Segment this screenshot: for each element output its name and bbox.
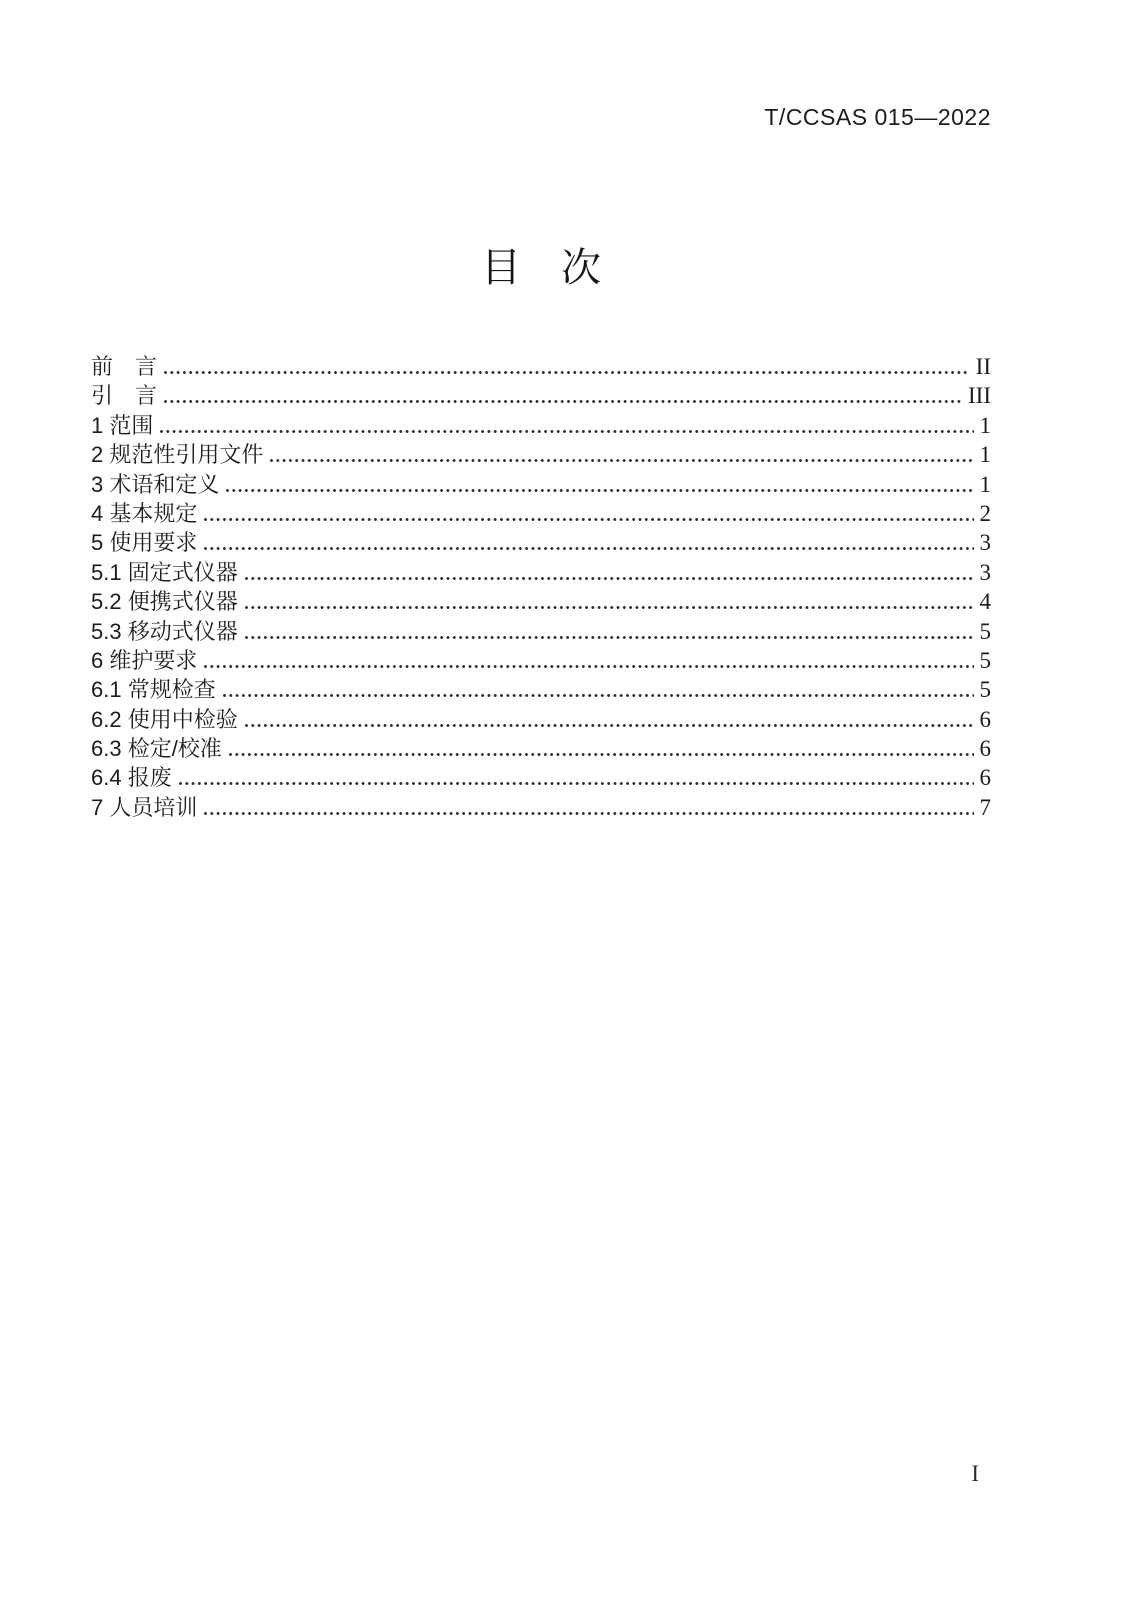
dot-leader <box>245 724 974 727</box>
toc-entry-page-number: 6 <box>979 706 991 732</box>
table-of-contents <box>91 352 991 822</box>
dot-leader <box>160 430 973 433</box>
dot-leader <box>204 665 973 668</box>
dot-leader <box>204 518 973 521</box>
toc-entry-label: 7 人员培训 <box>91 794 198 820</box>
toc-entry-page-number: 5 <box>979 647 991 673</box>
toc-entry-label: 6.1 常规检查 <box>91 677 216 703</box>
dot-leader <box>245 636 974 639</box>
page-number: I <box>971 1461 979 1486</box>
toc-entry-label: 4 基本规定 <box>91 500 198 526</box>
toc-entry-page-number: 2 <box>979 500 991 526</box>
toc-entry-page-number: 5 <box>979 677 991 703</box>
toc-entry-label: 5.2 便携式仪器 <box>91 589 238 615</box>
toc-entry-page-number: 1 <box>979 442 991 468</box>
toc-entry-label: 6.2 使用中检验 <box>91 706 238 732</box>
toc-entry <box>91 411 991 440</box>
toc-entry <box>91 440 991 469</box>
toc-entry-page-number: 1 <box>979 412 991 438</box>
dot-leader <box>226 489 973 492</box>
toc-entry-label: 5.3 移动式仪器 <box>91 618 238 644</box>
dot-leader <box>245 606 974 609</box>
toc-entry-page-number: 3 <box>979 530 991 556</box>
toc-entry-label: 引 言 <box>91 383 158 409</box>
toc-entry-label: 1 范围 <box>91 412 154 438</box>
dot-leader <box>229 753 974 756</box>
toc-entry-page-number: 4 <box>979 589 991 615</box>
toc-entry-page-number: II <box>975 354 991 379</box>
toc-entry <box>91 793 991 822</box>
toc-entry <box>91 587 991 616</box>
toc-entry <box>91 381 991 410</box>
toc-entry-label: 3 术语和定义 <box>91 471 220 497</box>
dot-leader <box>270 459 973 462</box>
toc-entry-label: 5 使用要求 <box>91 530 198 556</box>
toc-entry <box>91 558 991 587</box>
toc-entry <box>91 617 991 646</box>
toc-entry-label: 5.1 固定式仪器 <box>91 559 238 585</box>
toc-entry <box>91 763 991 792</box>
toc-entry-page-number: 5 <box>979 618 991 644</box>
toc-entry-label: 6.3 检定/校准 <box>91 736 222 762</box>
toc-entry-page-number: III <box>968 383 991 409</box>
toc-entry-page-number: 7 <box>979 794 991 820</box>
dot-leader <box>223 694 974 697</box>
standard-number: T/CCSAS 015—2022 <box>764 104 991 130</box>
toc-entry <box>91 675 991 704</box>
toc-entry-page-number: 6 <box>979 765 991 791</box>
dot-leader <box>204 812 973 815</box>
dot-leader <box>164 371 970 374</box>
toc-entry-page-number: 3 <box>979 559 991 585</box>
toc-entry-page-number: 1 <box>979 471 991 497</box>
toc-entry <box>91 734 991 763</box>
toc-entry <box>91 646 991 675</box>
toc-entry <box>91 705 991 734</box>
page-title: 目 次 <box>481 246 601 290</box>
toc-entry-label: 6 维护要求 <box>91 647 198 673</box>
dot-leader <box>204 547 973 550</box>
toc-entry <box>91 470 991 499</box>
toc-entry <box>91 528 991 557</box>
toc-entry-label: 6.4 报废 <box>91 765 172 791</box>
toc-entry-label: 前 言 <box>91 354 158 379</box>
dot-leader <box>164 400 962 403</box>
dot-leader <box>179 782 974 785</box>
toc-entry <box>91 352 991 381</box>
dot-leader <box>245 577 974 580</box>
toc-entry <box>91 499 991 528</box>
toc-entry-label: 2 规范性引用文件 <box>91 442 264 468</box>
toc-entry-page-number: 6 <box>979 736 991 762</box>
